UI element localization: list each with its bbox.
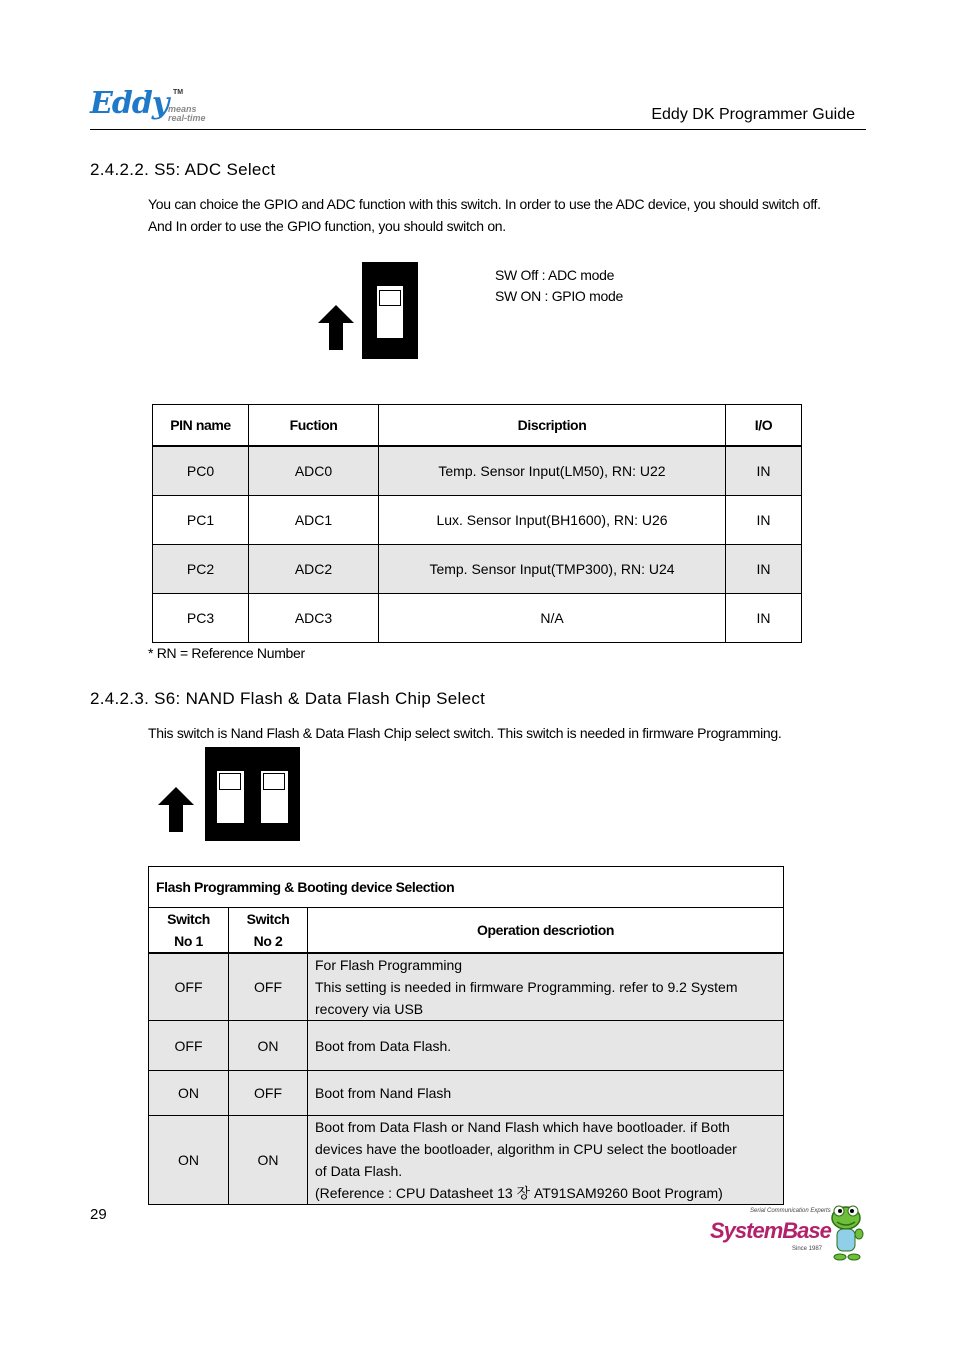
cell-line: For Flash Programming — [315, 957, 463, 973]
section-s6-paragraph: This switch is Nand Flash & Data Flash Chip select switch. This switch is needed in firmware Programming. — [148, 725, 782, 741]
cell: Lux. Sensor Input(BH1600), RN: U26 — [379, 496, 726, 545]
cell — [308, 1116, 784, 1205]
cell-line: This setting is needed in firmware Programming. refer to 9.2 System — [315, 979, 738, 995]
cell: IN — [726, 545, 802, 594]
logo-wordmark: Eddy — [90, 86, 169, 121]
cell-line: Boot from Data Flash or Nand Flash which have bootloader. if Both — [315, 1119, 730, 1135]
cell: PC1 — [153, 496, 249, 545]
s5-dip-switch — [362, 262, 418, 359]
table-header-row — [153, 405, 802, 447]
cell: IN — [726, 446, 802, 496]
document-title: Eddy DK Programmer Guide — [651, 106, 855, 123]
table-row — [153, 496, 802, 545]
cell: ON — [149, 1071, 229, 1116]
eddy-logo — [90, 86, 220, 126]
cell-line: devices have the bootloader, algorithm in CPU select the bootloader — [315, 1141, 737, 1157]
cell: OFF — [229, 953, 308, 1021]
cell: ON — [229, 1021, 308, 1071]
s6-dip-switch — [205, 747, 300, 841]
adc-pin-table — [152, 404, 802, 643]
cell-line: (Reference : CPU Datasheet 13 장 AT91SAM9260 Boot Program) — [315, 1185, 723, 1201]
col-switch-1 — [149, 908, 229, 954]
cell: Temp. Sensor Input(LM50), RN: U22 — [379, 446, 726, 496]
col-description: Discription — [379, 405, 726, 447]
s6-switch-1-knob — [219, 773, 241, 790]
cell: ADC1 — [249, 496, 379, 545]
cell: Temp. Sensor Input(TMP300), RN: U24 — [379, 545, 726, 594]
cell: ON — [149, 1116, 229, 1205]
up-arrow-icon — [158, 787, 194, 832]
cell: ADC3 — [249, 594, 379, 643]
cell: ADC0 — [249, 446, 379, 496]
col-operation: Operation descriotion — [308, 908, 784, 954]
reference-note: * RN = Reference Number — [148, 645, 305, 661]
cell: Boot from Data Flash. — [308, 1021, 784, 1071]
page-number: 29 — [90, 1206, 107, 1223]
cell: PC0 — [153, 446, 249, 496]
cell: PC3 — [153, 594, 249, 643]
table-row — [149, 953, 784, 1021]
cell-line: recovery via USB — [315, 1001, 424, 1017]
sw-on-label: SW ON : GPIO mode — [495, 288, 623, 304]
header-line: Switch — [246, 911, 290, 927]
table-row — [153, 594, 802, 643]
table-caption-row — [149, 867, 784, 908]
brand-name: SystemBase — [710, 1218, 831, 1243]
table-caption: Flash Programming & Booting device Selection — [149, 867, 784, 908]
cell: IN — [726, 594, 802, 643]
section-heading-s5: 2.4.2.2. S5: ADC Select — [90, 160, 276, 179]
table-header-row — [149, 908, 784, 954]
flash-selection-table — [148, 866, 784, 1205]
up-arrow-icon — [318, 305, 354, 350]
table-row — [149, 1071, 784, 1116]
s5-switch-legend — [495, 265, 623, 307]
section-heading-s6: 2.4.2.3. S6: NAND Flash & Data Flash Chip Select — [90, 689, 486, 708]
cell: OFF — [149, 953, 229, 1021]
cell: OFF — [149, 1021, 229, 1071]
header-divider — [90, 129, 866, 130]
cell-line: of Data Flash. — [315, 1163, 403, 1179]
s6-switch-2-knob — [263, 773, 285, 790]
sw-off-label: SW Off : ADC mode — [495, 267, 615, 283]
systembase-logo — [710, 1200, 870, 1264]
cell — [308, 953, 784, 1021]
cell: OFF — [229, 1071, 308, 1116]
logo-trademark: TM — [173, 89, 184, 96]
table-row — [153, 545, 802, 594]
logo-tagline-1: means — [168, 104, 197, 114]
col-io: I/O — [726, 405, 802, 447]
frog-mascot-icon — [828, 1202, 864, 1262]
brand-tagline: Serial Communication Experts — [750, 1208, 831, 1214]
cell: ADC2 — [249, 545, 379, 594]
table-row — [149, 1021, 784, 1071]
cell: N/A — [379, 594, 726, 643]
cell: Boot from Nand Flash — [308, 1071, 784, 1116]
brand-since: Since 1987 — [792, 1246, 823, 1252]
header-line: Switch — [167, 911, 210, 927]
table-row — [149, 1116, 784, 1205]
header-line: No 1 — [174, 933, 203, 949]
col-function: Fuction — [249, 405, 379, 447]
cell: IN — [726, 496, 802, 545]
section-s5-paragraph — [148, 193, 868, 237]
table-row — [153, 446, 802, 496]
para-line-1: You can choice the GPIO and ADC function with this switch. In order to use the ADC device, you should switch off. — [148, 196, 821, 212]
header-line: No 2 — [253, 933, 283, 949]
col-pin-name: PIN name — [153, 405, 249, 447]
s5-switch-knob — [379, 290, 401, 306]
logo-tagline-2: real-time — [168, 113, 206, 123]
cell: PC2 — [153, 545, 249, 594]
cell: ON — [229, 1116, 308, 1205]
para-line-2: And In order to use the GPIO function, you should switch on. — [148, 218, 506, 234]
col-switch-2 — [229, 908, 308, 954]
